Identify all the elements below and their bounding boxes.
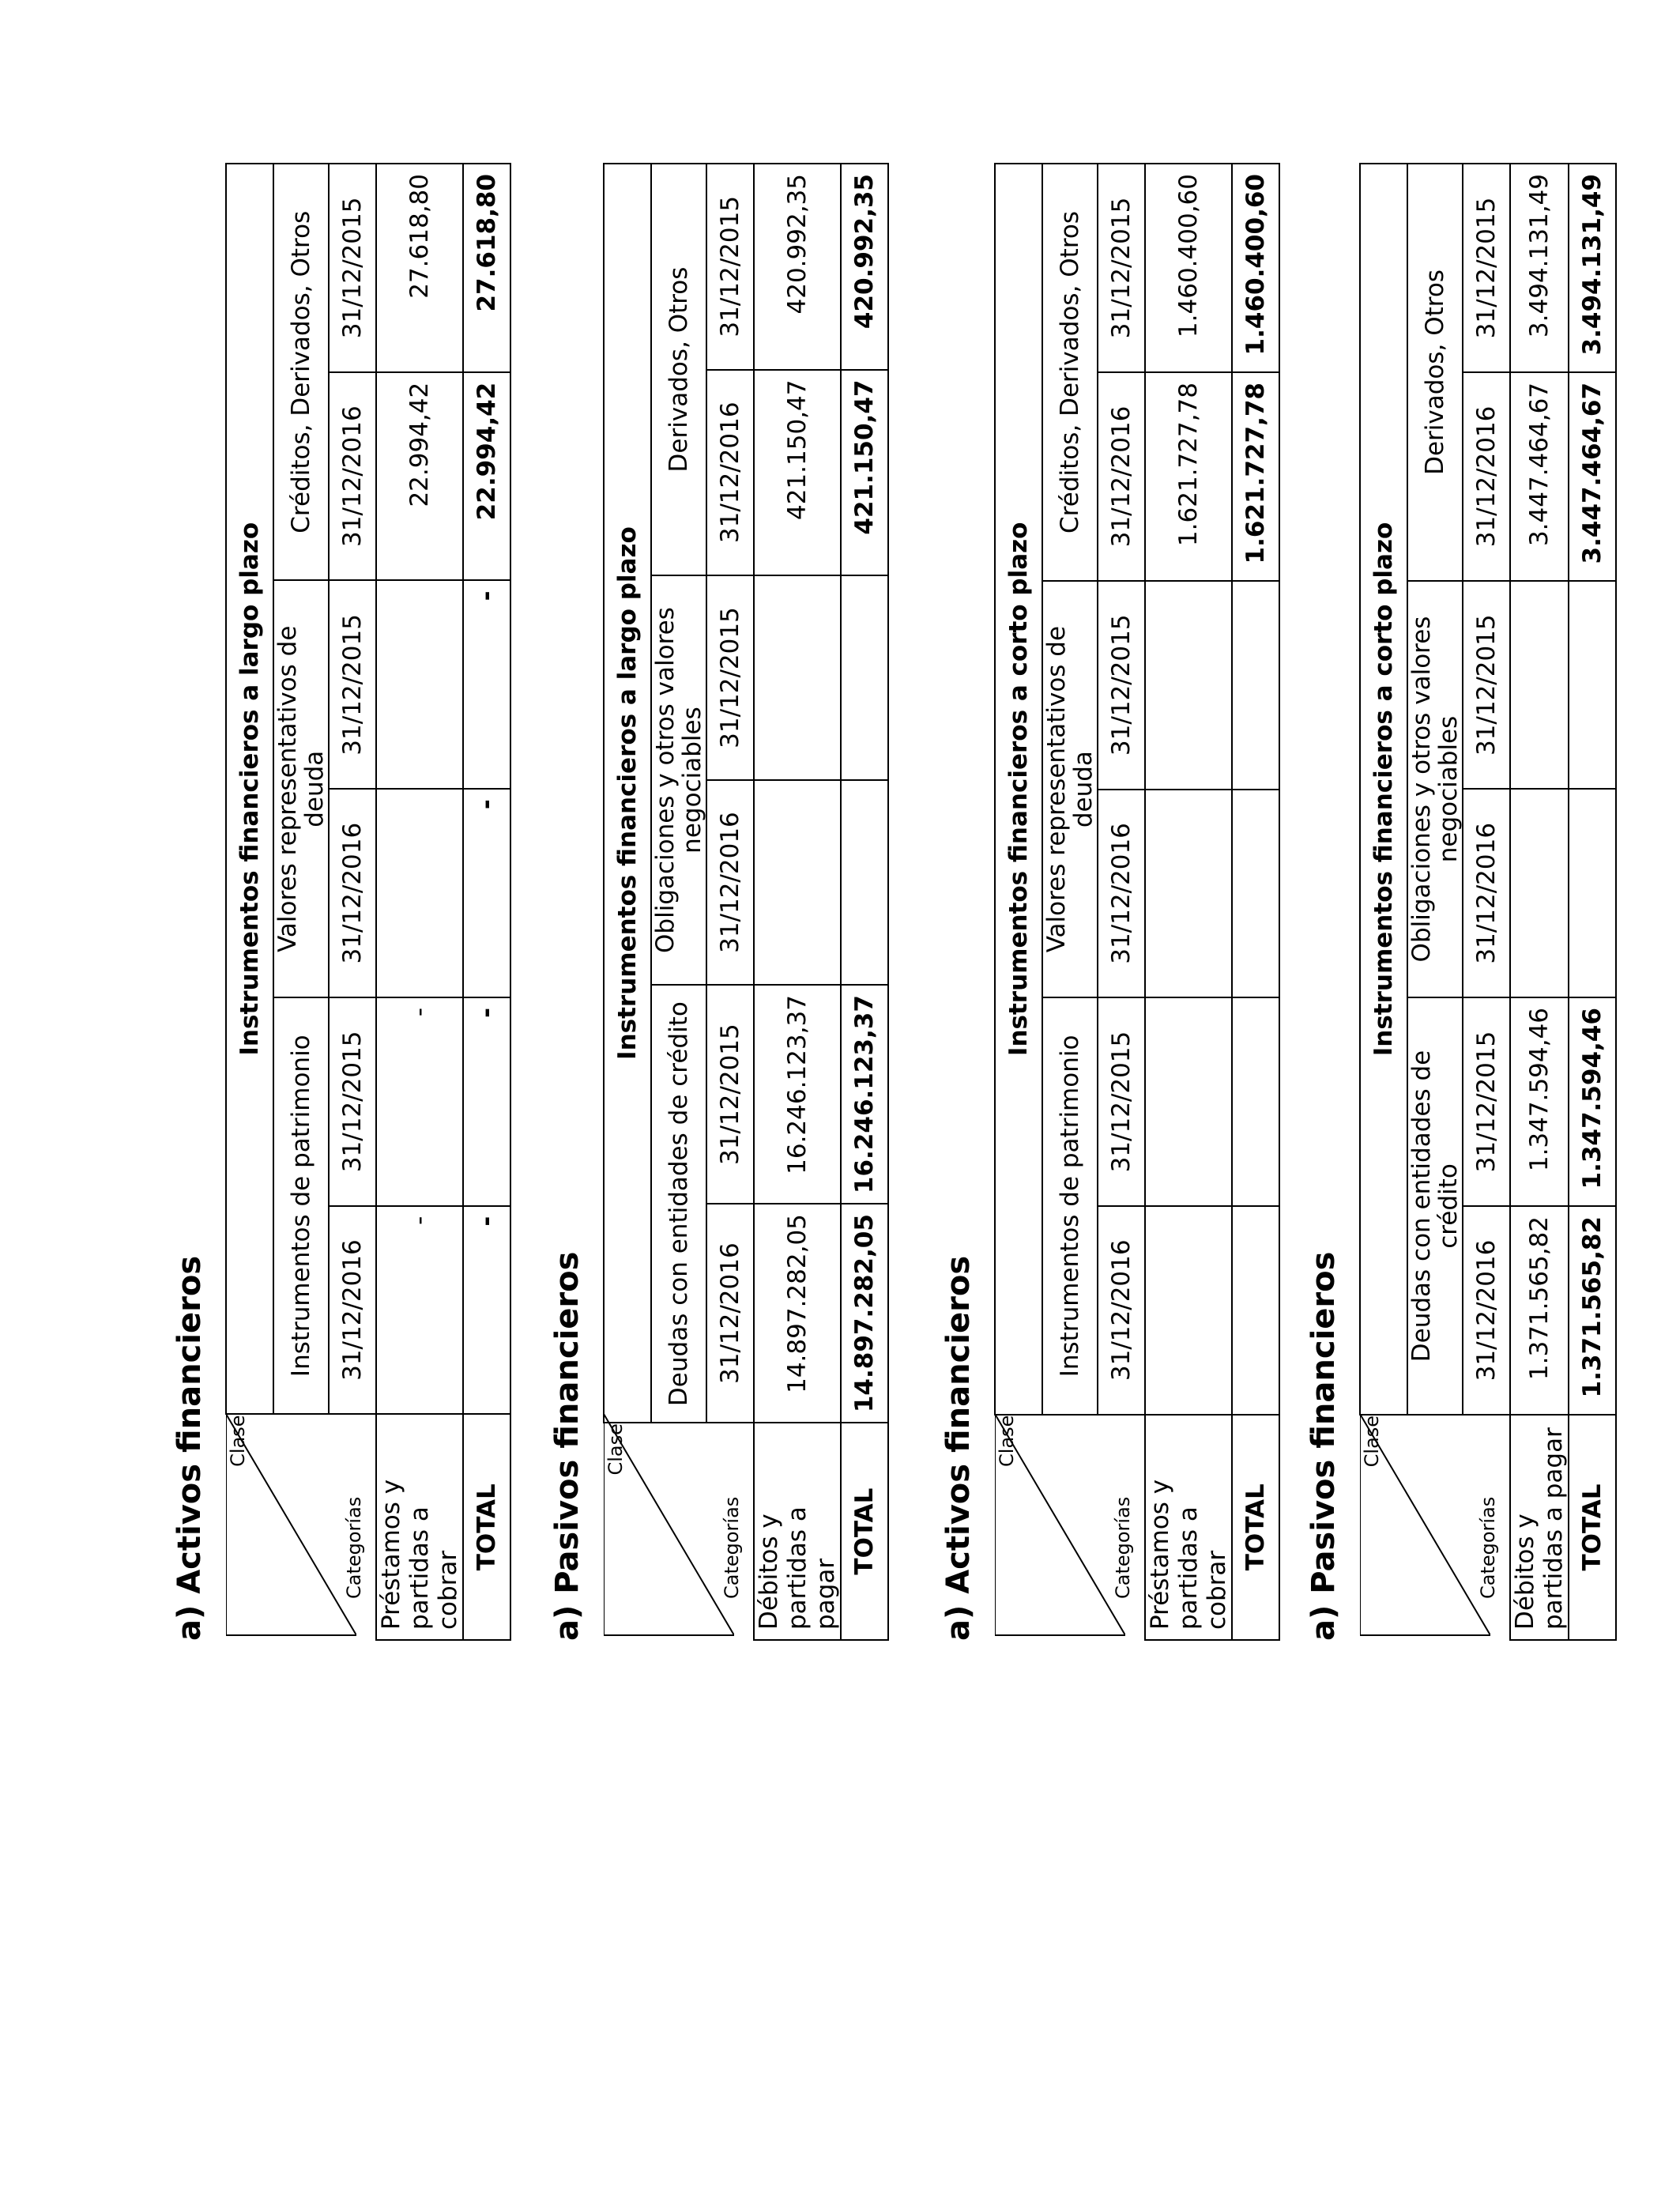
total-cell: 1.347.594,46: [1569, 997, 1616, 1206]
date-header: 31/12/2016: [1098, 372, 1145, 581]
date-header: 31/12/2016: [706, 370, 754, 575]
value-cell: 22.994,42: [376, 372, 463, 581]
group-header: Créditos, Derivados, Otros: [1042, 164, 1098, 581]
financial-table: [603, 163, 889, 1641]
group-header: Obligaciones y otros valores negociables: [651, 575, 706, 985]
group-header: Instrumentos de patrimonio: [273, 997, 329, 1414]
table-row: [1510, 164, 1569, 1640]
date-header: 31/12/2015: [1098, 581, 1145, 790]
row-category: Débitos y partidas a pagar: [1510, 1415, 1569, 1640]
group-header: Valores representativos de deuda: [1042, 581, 1098, 997]
value-cell: 420.992,35: [754, 164, 841, 370]
date-header: 31/12/2015: [1463, 997, 1510, 1206]
value-cell: [754, 575, 841, 780]
value-cell: 1.460.400,60: [1145, 164, 1232, 372]
value-cell: [1145, 790, 1232, 998]
group-header: Instrumentos de patrimonio: [1042, 997, 1098, 1414]
total-row: [463, 164, 510, 1640]
section-title: a) Pasivos financieros: [549, 1251, 586, 1641]
value-cell: 1.371.565,82: [1510, 1206, 1569, 1415]
clase-label: Clase: [605, 1423, 627, 1476]
total-cell: 1.460.400,60: [1232, 164, 1279, 372]
date-header: 31/12/2015: [329, 581, 376, 790]
date-header: 31/12/2015: [706, 164, 754, 370]
date-header: 31/12/2015: [329, 164, 376, 372]
total-cell: 420.992,35: [841, 164, 888, 370]
group-header: Valores representativos de deuda: [273, 581, 329, 997]
value-cell: 3.447.464,67: [1510, 372, 1569, 581]
date-header: 31/12/2016: [706, 1204, 754, 1423]
group-header: Deudas con entidades de crédito: [651, 985, 706, 1423]
date-header: 31/12/2016: [706, 780, 754, 985]
total-cell: 14.897.282,05: [841, 1204, 888, 1423]
total-cell: [1232, 790, 1279, 998]
total-label: TOTAL: [1569, 1415, 1616, 1640]
date-header: 31/12/2016: [329, 789, 376, 997]
value-cell: -: [376, 1206, 463, 1415]
total-cell: -: [463, 581, 510, 790]
value-cell: [376, 581, 463, 790]
total-cell: 27.618,80: [463, 164, 510, 372]
date-header: 31/12/2016: [1463, 789, 1510, 997]
value-cell: 421.150,47: [754, 370, 841, 575]
value-cell: 3.494.131,49: [1510, 164, 1569, 372]
main-header: Instrumentos financieros a largo plazo: [604, 164, 651, 1423]
total-cell: -: [463, 997, 510, 1206]
group-header: Créditos, Derivados, Otros: [273, 164, 329, 581]
total-row: [1232, 164, 1279, 1640]
date-header: 31/12/2016: [1463, 372, 1510, 581]
table-row: [1145, 164, 1232, 1640]
table-row: [376, 164, 463, 1640]
total-cell: [1569, 581, 1616, 790]
value-cell: [1145, 997, 1232, 1206]
value-cell: 1.621.727,78: [1145, 372, 1232, 581]
value-cell: [754, 780, 841, 985]
total-cell: -: [463, 1206, 510, 1415]
section-title: a) Pasivos financieros: [1305, 1251, 1342, 1641]
financial-table: [225, 163, 511, 1641]
total-cell: 16.246.123,37: [841, 985, 888, 1204]
main-header: Instrumentos financieros a largo plazo: [226, 164, 273, 1414]
row-category: Préstamos y partidas a cobrar: [1145, 1415, 1232, 1640]
total-cell: [1232, 581, 1279, 790]
date-header: 31/12/2015: [706, 985, 754, 1204]
total-cell: -: [463, 789, 510, 997]
main-header: Instrumentos financieros a corto plazo: [995, 164, 1042, 1415]
value-cell: [1145, 1206, 1232, 1415]
categorias-label: Categorías: [1477, 1496, 1499, 1599]
date-header: 31/12/2015: [1098, 997, 1145, 1206]
value-cell: 14.897.282,05: [754, 1204, 841, 1423]
clase-label: Clase: [227, 1415, 249, 1467]
total-cell: 22.994,42: [463, 372, 510, 581]
clase-label: Clase: [1361, 1415, 1383, 1468]
date-header: 31/12/2016: [1098, 1206, 1145, 1415]
date-header: 31/12/2015: [1098, 164, 1145, 372]
total-row: [841, 164, 888, 1640]
date-header: 31/12/2015: [1463, 581, 1510, 790]
total-cell: 1.621.727,78: [1232, 372, 1279, 581]
value-cell: [1145, 581, 1232, 790]
clase-label: Clase: [996, 1415, 1018, 1467]
date-header: 31/12/2016: [1098, 790, 1145, 998]
group-header: Derivados, Otros: [1407, 164, 1463, 581]
total-cell: [841, 575, 888, 780]
total-cell: [841, 780, 888, 985]
section-title: a) Activos financieros: [940, 1255, 977, 1641]
value-cell: [1510, 581, 1569, 790]
row-category: Préstamos y partidas a cobrar: [376, 1414, 463, 1640]
group-header: Obligaciones y otros valores negociables: [1407, 581, 1463, 997]
value-cell: 1.347.594,46: [1510, 997, 1569, 1206]
header-corner: [1360, 1415, 1510, 1640]
total-cell: [1232, 997, 1279, 1206]
total-label: TOTAL: [1232, 1415, 1279, 1640]
section-title: a) Activos financieros: [171, 1255, 208, 1641]
date-header: 31/12/2016: [329, 1206, 376, 1415]
value-cell: [376, 789, 463, 997]
categorias-label: Categorías: [1112, 1496, 1134, 1599]
total-row: [1569, 164, 1616, 1640]
header-corner: [226, 1414, 376, 1640]
main-header: Instrumentos financieros a corto plazo: [1360, 164, 1407, 1415]
group-header: Deudas con entidades de crédito: [1407, 997, 1463, 1415]
total-label: TOTAL: [463, 1414, 510, 1640]
categorias-label: Categorías: [343, 1496, 365, 1599]
value-cell: 27.618,80: [376, 164, 463, 372]
value-cell: 16.246.123,37: [754, 985, 841, 1204]
header-corner: [995, 1415, 1145, 1640]
header-corner: [604, 1423, 754, 1640]
table-row: [754, 164, 841, 1640]
group-header: Derivados, Otros: [651, 164, 706, 575]
date-header: 31/12/2015: [1463, 164, 1510, 372]
value-cell: [1510, 789, 1569, 997]
financial-table: [1359, 163, 1617, 1641]
total-cell: 3.494.131,49: [1569, 164, 1616, 372]
date-header: 31/12/2016: [329, 372, 376, 581]
row-category: Débitos y partidas a pagar: [754, 1423, 841, 1640]
total-cell: 421.150,47: [841, 370, 888, 575]
financial-table: [994, 163, 1280, 1641]
categorias-label: Categorías: [721, 1496, 743, 1599]
total-cell: 3.447.464,67: [1569, 372, 1616, 581]
total-label: TOTAL: [841, 1423, 888, 1640]
date-header: 31/12/2016: [1463, 1206, 1510, 1415]
date-header: 31/12/2015: [706, 575, 754, 780]
value-cell: -: [376, 997, 463, 1206]
total-cell: 1.371.565,82: [1569, 1206, 1616, 1415]
total-cell: [1232, 1206, 1279, 1415]
date-header: 31/12/2015: [329, 997, 376, 1206]
total-cell: [1569, 789, 1616, 997]
